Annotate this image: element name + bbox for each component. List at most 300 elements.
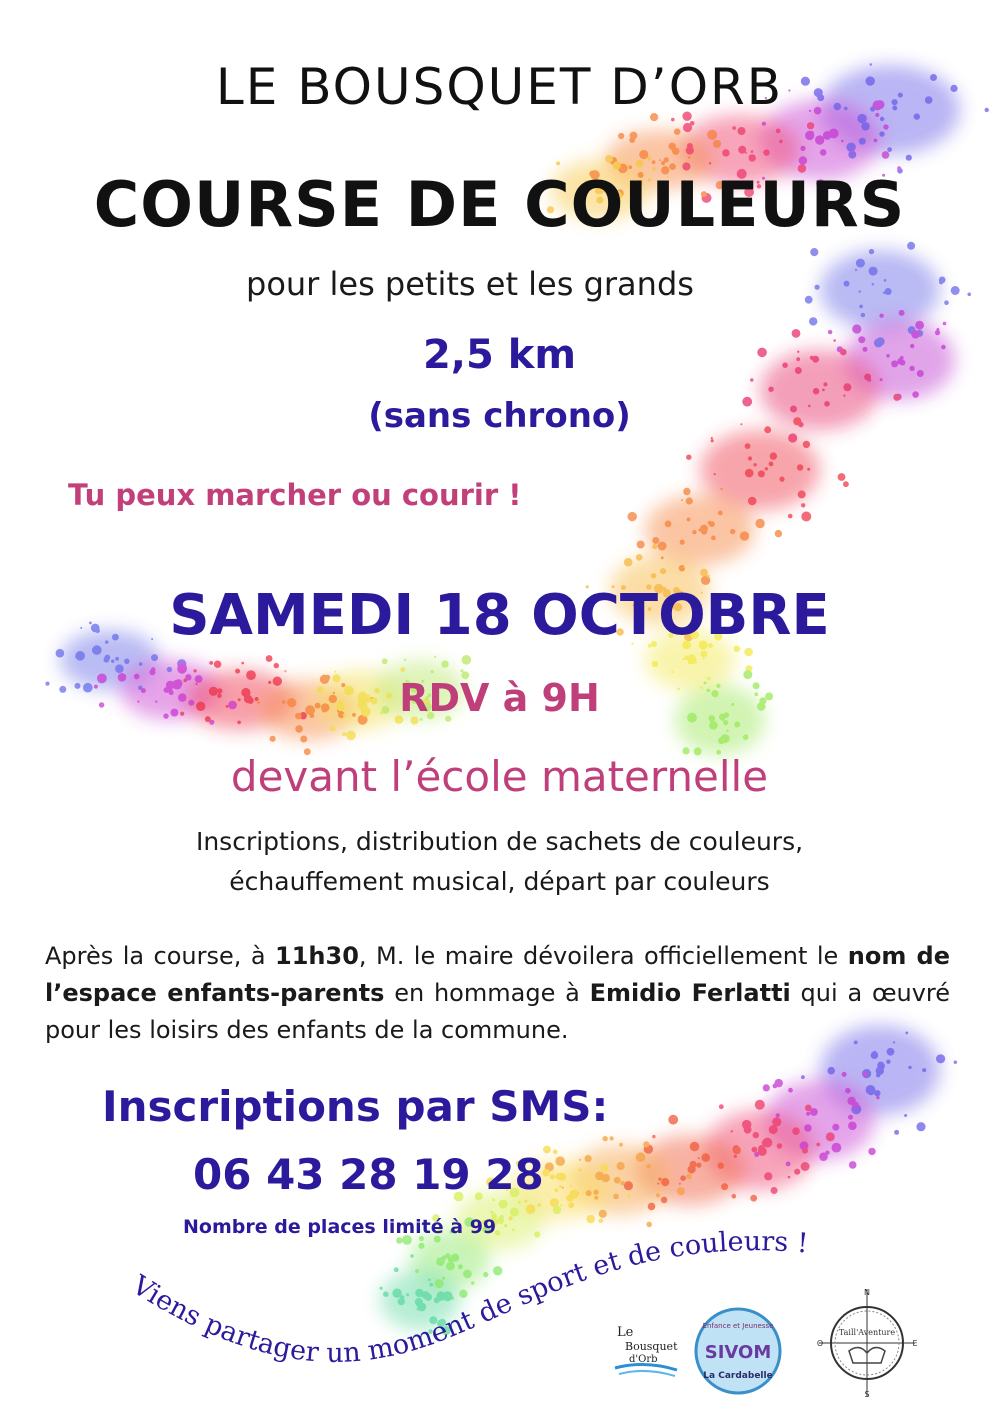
paint-speck — [524, 1200, 527, 1203]
paint-speck — [550, 1174, 555, 1179]
paint-speck — [683, 488, 690, 495]
paint-speck — [863, 1072, 868, 1077]
paint-speck — [559, 1185, 562, 1188]
paint-speck — [620, 1181, 624, 1185]
paint-speck — [696, 1163, 701, 1168]
event-subtitle: pour les petits et les grands — [246, 265, 694, 303]
paint-speck — [463, 1270, 472, 1279]
paint-speck — [874, 139, 878, 143]
paint-speck — [755, 519, 764, 528]
space-name: nom de l’espace enfants-parents — [45, 942, 950, 1007]
paint-speck — [732, 1194, 737, 1199]
paint-speck — [700, 525, 708, 533]
paint-speck — [560, 1204, 562, 1206]
paint-speck — [743, 734, 749, 740]
paint-speck — [664, 157, 669, 162]
paint-speck — [832, 1124, 839, 1131]
paint-speck — [682, 658, 684, 660]
paint-speck — [600, 1164, 608, 1172]
paint-speck — [194, 669, 197, 672]
paint-speck — [274, 663, 279, 668]
paint-speck — [770, 452, 777, 459]
paint-speck — [788, 1176, 791, 1179]
paint-speck — [526, 1204, 536, 1214]
paint-speck — [822, 389, 825, 392]
paint-speck — [894, 1130, 899, 1135]
paint-speck — [859, 138, 866, 145]
paint-speck — [731, 1130, 734, 1133]
paint-speck — [687, 517, 691, 521]
paint-splash — [820, 250, 940, 330]
paint-speck — [801, 1162, 810, 1171]
paint-speck — [763, 149, 769, 155]
paint-speck — [624, 1181, 633, 1190]
paint-speck — [769, 462, 774, 467]
paint-speck — [652, 544, 657, 549]
paint-speck — [792, 1127, 800, 1135]
paint-speck — [417, 1303, 426, 1312]
paint-speck — [603, 1136, 608, 1141]
paint-speck — [624, 558, 633, 567]
svg-text:d'Orb: d'Orb — [629, 1354, 658, 1365]
sms-registration-label: Inscriptions par SMS: — [102, 1082, 609, 1131]
paint-speck — [392, 1289, 401, 1298]
paint-speck — [671, 118, 675, 122]
paint-speck — [628, 512, 637, 521]
paint-speck — [75, 656, 77, 658]
paint-speck — [579, 1169, 582, 1172]
paint-speck — [772, 1117, 781, 1126]
paint-speck — [883, 292, 886, 295]
paint-speck — [647, 157, 651, 161]
paint-speck — [936, 1054, 945, 1063]
paint-speck — [775, 1079, 783, 1087]
paint-speck — [335, 671, 337, 673]
paint-speck — [806, 1112, 810, 1116]
paint-speck — [887, 147, 892, 152]
paint-speck — [660, 568, 666, 574]
paint-speck — [711, 439, 714, 442]
paint-speck — [768, 387, 773, 392]
paint-speck — [686, 497, 693, 504]
paint-speck — [815, 285, 820, 290]
paint-speck — [636, 160, 644, 168]
paint-speck — [382, 658, 388, 664]
paint-speck — [651, 573, 656, 578]
meeting-time: RDV à 9H — [399, 676, 600, 720]
walk-or-run-note: Tu peux marcher ou courir ! — [68, 478, 522, 512]
svg-text:Taill'Aventure: Taill'Aventure — [838, 1328, 896, 1337]
paint-speck — [680, 540, 685, 545]
paint-speck — [400, 667, 405, 672]
paint-speck — [677, 1187, 685, 1195]
paint-speck — [115, 664, 124, 673]
paint-speck — [579, 1159, 581, 1161]
paint-speck — [692, 530, 696, 534]
paint-speck — [617, 1162, 625, 1170]
paint-speck — [751, 150, 754, 153]
paint-speck — [690, 1142, 700, 1152]
paint-speck — [115, 657, 119, 661]
paint-speck — [765, 467, 768, 470]
paint-speck — [851, 150, 854, 153]
paint-speck — [887, 1048, 895, 1056]
paint-speck — [805, 1105, 812, 1112]
paint-speck — [669, 143, 676, 150]
paint-speck — [656, 1193, 660, 1197]
paint-speck — [771, 1187, 778, 1194]
paint-speck — [627, 1194, 631, 1198]
paint-speck — [967, 293, 971, 297]
paint-speck — [599, 1210, 607, 1218]
paint-speck — [681, 499, 683, 501]
slogan: Viens partager un moment de sport et de couleurs ! — [126, 1226, 810, 1369]
paint-speck — [722, 149, 729, 156]
paint-speck — [711, 437, 713, 439]
paint-speck — [56, 649, 65, 658]
paint-speck — [734, 722, 740, 728]
paint-speck — [879, 314, 883, 318]
paint-speck — [852, 1102, 859, 1109]
paint-speck — [451, 1255, 453, 1257]
paint-speck — [951, 286, 960, 295]
paint-speck — [805, 296, 813, 304]
paint-speck — [758, 470, 765, 477]
paint-speck — [498, 1217, 505, 1224]
paint-speck — [630, 132, 638, 140]
paint-speck — [462, 655, 472, 665]
paint-speck — [744, 648, 753, 657]
paint-speck — [512, 1229, 515, 1232]
bousquet-logo — [605, 1320, 685, 1380]
paint-speck — [661, 556, 664, 559]
paint-speck — [683, 566, 685, 568]
paint-speck — [555, 1156, 565, 1166]
paint-speck — [734, 1155, 737, 1158]
paint-speck — [794, 1169, 800, 1175]
paint-speck — [330, 726, 336, 732]
paint-speck — [658, 1178, 661, 1181]
paint-speck — [178, 662, 187, 671]
paint-speck — [396, 1237, 403, 1244]
paint-speck — [445, 1253, 450, 1258]
paint-speck — [709, 521, 715, 527]
paint-speck — [749, 154, 756, 161]
paint-speck — [637, 541, 645, 549]
after-intro: Après la course, à — [45, 942, 276, 970]
paint-speck — [906, 155, 912, 161]
paint-speck — [883, 124, 888, 129]
paint-speck — [394, 1267, 399, 1272]
paint-speck — [709, 162, 711, 164]
paint-speck — [587, 1215, 595, 1223]
paint-speck — [647, 1164, 651, 1168]
paint-speck — [763, 1084, 770, 1091]
paint-speck — [237, 721, 241, 725]
paint-speck — [855, 269, 857, 271]
paint-speck — [613, 1194, 619, 1200]
svg-text:La Cardabelle: La Cardabelle — [703, 1371, 773, 1381]
paint-speck — [740, 531, 749, 540]
paint-speck — [295, 725, 303, 733]
paint-speck — [879, 131, 884, 136]
paint-speck — [859, 305, 863, 309]
paint-speck — [428, 1329, 433, 1334]
paint-speck — [721, 1183, 728, 1190]
paint-speck — [706, 575, 709, 578]
paint-speck — [692, 1166, 695, 1169]
paint-speck — [844, 281, 850, 287]
paint-speck — [410, 1254, 413, 1257]
paint-speck — [554, 1188, 558, 1192]
paint-speck — [418, 1243, 424, 1249]
paint-speck — [383, 1291, 389, 1297]
paint-speck — [809, 317, 817, 325]
paint-speck — [639, 150, 648, 159]
paint-speck — [543, 1146, 551, 1154]
paint-speck — [801, 512, 811, 522]
paint-speck — [777, 1143, 783, 1149]
paint-speck — [813, 388, 820, 395]
paint-speck — [869, 249, 874, 254]
paint-speck — [586, 1190, 592, 1196]
paint-speck — [776, 1113, 780, 1117]
paint-speck — [745, 152, 747, 154]
paint-speck — [241, 662, 244, 665]
paint-speck — [721, 734, 730, 743]
paint-speck — [750, 378, 753, 381]
svg-text:O: O — [816, 1339, 824, 1348]
paint-speck — [556, 161, 560, 165]
paint-speck — [493, 1266, 502, 1275]
paint-speck — [105, 655, 111, 661]
sivom-logo — [693, 1306, 783, 1396]
paint-speck — [845, 1088, 851, 1094]
paint-speck — [537, 1203, 541, 1207]
paint-speck — [431, 670, 434, 673]
paint-speck — [657, 1183, 659, 1185]
svg-text:E: E — [912, 1339, 918, 1348]
paint-speck — [801, 1075, 805, 1079]
paint-speck — [235, 669, 240, 674]
paint-speck — [459, 1290, 467, 1298]
paint-speck — [944, 300, 949, 305]
paint-speck — [899, 310, 905, 316]
paint-speck — [843, 383, 851, 391]
paint-speck — [709, 721, 718, 730]
paint-speck — [753, 463, 756, 466]
paint-speck — [658, 542, 667, 551]
after-mid: , M. le maire dévoilera officiellement le — [358, 942, 848, 970]
paint-speck — [779, 477, 784, 482]
paint-speck — [619, 1143, 623, 1147]
paint-speck — [593, 1190, 598, 1195]
paint-speck — [753, 1132, 759, 1138]
event-title: COURSE DE COULEURS — [93, 168, 906, 241]
phone-number[interactable]: 06 43 28 19 28 — [193, 1150, 544, 1199]
paint-speck — [659, 159, 661, 161]
paint-speck — [750, 1195, 757, 1202]
paint-speck — [553, 1206, 562, 1215]
program-line-1: Inscriptions, distribution de sachets de couleurs, — [195, 827, 804, 856]
paint-speck — [458, 1264, 463, 1269]
paint-speck — [618, 133, 624, 139]
no-timing-note: (sans chrono) — [368, 396, 631, 436]
paint-speck — [713, 140, 721, 148]
paint-speck — [803, 441, 810, 448]
paint-speck — [762, 122, 766, 126]
paint-speck — [726, 730, 728, 732]
paint-speck — [798, 490, 806, 498]
paint-speck — [652, 661, 658, 667]
paint-speck — [859, 290, 861, 292]
paint-speck — [428, 1279, 431, 1282]
paint-speck — [825, 1151, 829, 1155]
paint-speck — [701, 651, 708, 658]
paint-speck — [679, 1183, 681, 1185]
paint-speck — [786, 1162, 791, 1167]
after-end: qui a œuvré pour les loisirs des enfants de la commune. — [45, 979, 951, 1044]
paint-speck — [284, 670, 286, 672]
paint-speck — [441, 660, 448, 667]
paint-speck — [435, 1279, 444, 1288]
paint-speck — [422, 1291, 430, 1299]
paint-speck — [848, 1115, 853, 1120]
paint-speck — [908, 1066, 911, 1069]
paint-speck — [954, 1061, 957, 1064]
paint-speck — [510, 1208, 519, 1217]
paint-speck — [346, 731, 356, 741]
paint-speck — [723, 720, 728, 725]
paint-speck — [111, 660, 114, 663]
paint-speck — [668, 1115, 678, 1125]
paint-speck — [861, 313, 865, 317]
paint-speck — [380, 1287, 383, 1290]
paint-speck — [686, 1174, 692, 1180]
paint-speck — [534, 1231, 540, 1237]
paint-speck — [810, 248, 818, 256]
paint-speck — [745, 469, 754, 478]
paint-speck — [683, 123, 692, 132]
svg-text:N: N — [864, 1288, 870, 1297]
paint-speck — [876, 1096, 879, 1099]
paint-speck — [674, 128, 681, 135]
paint-speck — [801, 503, 805, 507]
paint-speck — [758, 1145, 765, 1152]
svg-text:Le: Le — [617, 1325, 634, 1340]
paint-speck — [436, 1257, 445, 1266]
paint-speck — [562, 1187, 564, 1189]
paint-speck — [151, 667, 156, 672]
paint-speck — [504, 1224, 507, 1227]
paint-speck — [406, 1293, 409, 1296]
paint-speck — [648, 1203, 656, 1211]
paint-speck — [711, 536, 716, 541]
paint-speck — [566, 1194, 573, 1201]
paint-speck — [434, 1297, 440, 1303]
paint-speck — [799, 156, 807, 164]
paint-speck — [661, 1178, 669, 1186]
svg-text:S: S — [864, 1390, 870, 1399]
paint-speck — [718, 1163, 724, 1169]
paint-speck — [415, 1269, 419, 1273]
paint-speck — [151, 654, 158, 661]
paint-speck — [707, 130, 717, 140]
paint-speck — [665, 521, 672, 528]
honoree-name: Emidio Ferlatti — [589, 979, 791, 1007]
paint-speck — [652, 160, 656, 164]
paint-speck — [815, 135, 824, 144]
paint-speck — [733, 1146, 741, 1154]
places-limit: Nombre de places limité à 99 — [183, 1216, 497, 1238]
paint-speck — [829, 129, 839, 139]
paint-speck — [807, 468, 810, 471]
paint-speck — [797, 464, 803, 470]
paint-speck — [800, 146, 805, 151]
paint-speck — [838, 473, 846, 481]
program-line-2: échauffement musical, départ par couleurs — [229, 867, 770, 896]
paint-speck — [429, 1316, 437, 1324]
paint-speck — [718, 511, 723, 516]
paint-speck — [880, 378, 883, 381]
paint-speck — [866, 1085, 876, 1095]
paint-speck — [636, 1152, 646, 1162]
paint-speck — [884, 279, 887, 282]
paint-speck — [788, 514, 793, 519]
paint-speck — [823, 382, 827, 386]
paint-speck — [868, 1148, 875, 1155]
paint-speck — [849, 1161, 857, 1169]
svg-text:Bousquet: Bousquet — [625, 1340, 678, 1353]
paint-speck — [209, 661, 213, 665]
paint-speck — [701, 1153, 710, 1162]
paint-speck — [471, 1281, 474, 1284]
paint-speck — [687, 143, 693, 149]
paint-speck — [841, 140, 844, 143]
paint-speck — [430, 1283, 434, 1287]
paint-speck — [804, 1124, 812, 1132]
paint-speck — [714, 473, 716, 475]
paint-speck — [404, 659, 406, 661]
paint-speck — [646, 1222, 652, 1228]
paint-speck — [270, 736, 276, 742]
paint-speck — [877, 1062, 885, 1070]
paint-speck — [738, 127, 746, 135]
paint-speck — [700, 569, 708, 577]
paint-speck — [752, 1147, 758, 1153]
paint-speck — [922, 1068, 926, 1072]
paint-speck — [843, 481, 849, 487]
paint-speck — [936, 328, 939, 331]
paint-speck — [816, 1143, 820, 1147]
taill-aventure-compass-logo — [815, 1285, 920, 1400]
paint-speck — [904, 1114, 907, 1117]
after-mid2: en hommage à — [384, 979, 590, 1007]
paint-speck — [939, 280, 943, 284]
paint-speck — [652, 537, 659, 544]
paint-speck — [856, 259, 865, 268]
town-name: LE BOUSQUET D’ORB — [215, 58, 784, 116]
paint-speck — [764, 1172, 772, 1180]
paint-speck — [776, 129, 781, 134]
paint-speck — [745, 443, 751, 449]
paint-speck — [730, 529, 735, 534]
paint-speck — [652, 1135, 655, 1138]
paint-speck — [748, 497, 757, 506]
paint-speck — [788, 1088, 793, 1093]
paint-speck — [907, 242, 915, 250]
paint-speck — [755, 1100, 765, 1110]
